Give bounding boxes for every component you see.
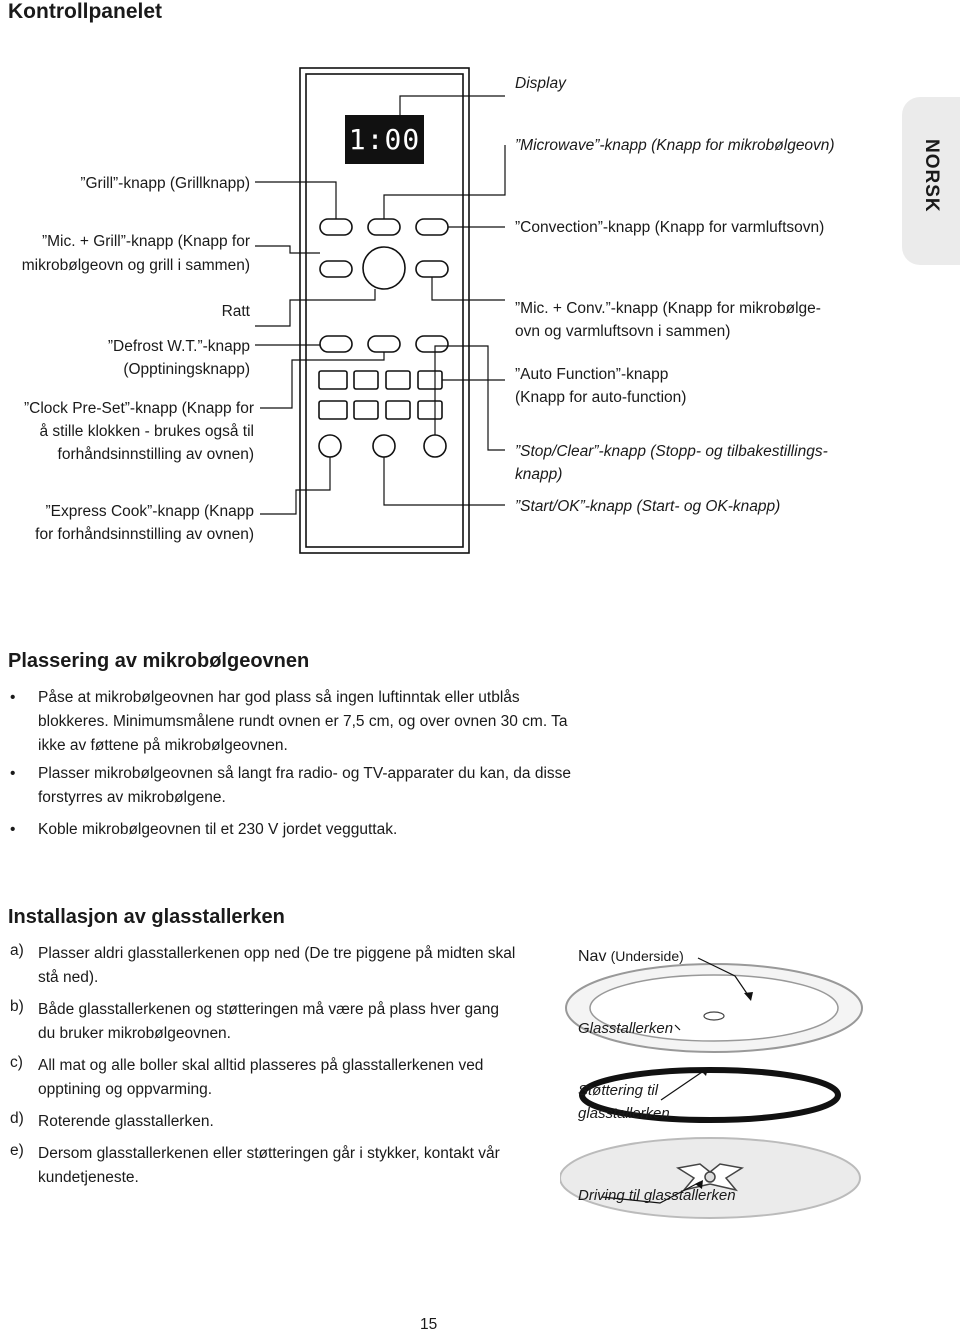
bullet-marker: • — [10, 821, 16, 838]
item-text: Både glasstallerkenen og støtteringen må være på plass hver gang du bruker mikrobølgeovnen. — [38, 1001, 499, 1042]
bullet-marker: • — [10, 689, 16, 706]
express-cook-button — [319, 435, 341, 457]
label-defrost-2: (Opptiningsknapp) — [123, 361, 250, 378]
page-heading: Kontrollpanelet — [8, 0, 163, 23]
display-value: 1:00 — [348, 123, 421, 156]
defrost-button — [320, 336, 352, 352]
item-text: Plasser aldri glasstallerkenen opp ned (De tre piggene på midten skal stå ned). — [38, 945, 516, 986]
label-ring-2: glasstallerken — [578, 1105, 670, 1122]
bullet-text: Påse at mikrobølgeovnen har god plass så ingen luftinntak eller utblås blokkeres. Minimumsmålene rundt ovnen er 7,5 cm, og over ovnen 30 cm. Ta ikke av føttene på mikrobølgeovnen. — [38, 689, 568, 754]
page-number: 15 — [420, 1316, 438, 1333]
label-nav — [578, 948, 684, 966]
label-drive: Driving til glasstallerken — [578, 1187, 736, 1204]
label-grill: ”Grill”-knapp (Grillknapp) — [80, 175, 250, 192]
item-key: e) — [10, 1142, 24, 1159]
label-glass-plate: Glasstallerken — [578, 1020, 674, 1037]
placement-title: Plassering av mikrobølgeovnen — [8, 650, 310, 672]
label-defrost-1: ”Defrost W.T.”-knapp — [107, 338, 250, 355]
bullet-text: Plasser mikrobølgeovnen så langt fra radio- og TV-apparater du kan, da disse forstyrres av mikrobølgene. — [38, 765, 572, 806]
grill-button — [320, 219, 352, 235]
list-item — [0, 762, 600, 818]
turntable-figure — [560, 940, 960, 1220]
label-mic-conv-2: ovn og varmluftsovn i sammen) — [515, 323, 731, 340]
label-mic-grill-1: ”Mic. + Grill”-knapp (Knapp for — [41, 233, 250, 250]
item-text: Roterende glasstallerken. — [38, 1113, 214, 1130]
start-ok-button — [373, 435, 395, 457]
label-display: Display — [515, 75, 566, 92]
list-item — [0, 686, 600, 762]
label-stop-2: knapp) — [515, 466, 563, 483]
label-clock-3: forhåndsinnstilling av ovnen) — [57, 446, 254, 463]
label-ratt: Ratt — [221, 303, 250, 320]
item-key: c) — [10, 1054, 23, 1071]
label-convection: ”Convection”-knapp (Knapp for varmluftsovn) — [515, 219, 825, 236]
label-express-2: for forhåndsinnstilling av ovnen) — [35, 526, 254, 543]
mic-grill-button — [320, 261, 352, 277]
microwave-button — [368, 219, 400, 235]
bullet-marker: • — [10, 765, 16, 782]
item-key: d) — [10, 1110, 24, 1127]
language-tab-label: NORSK — [921, 139, 942, 213]
mic-conv-button — [416, 261, 448, 277]
stop-clear-button — [424, 435, 446, 457]
label-mic-conv-1: ”Mic. + Conv.”-knapp (Knapp for mikrobølge- — [515, 300, 821, 317]
convection-button — [416, 219, 448, 235]
label-mic-grill-2: mikrobølgeovn og grill i sammen) — [21, 257, 250, 274]
label-nav-main: Nav — [578, 948, 607, 965]
item-text: All mat og alle boller skal alltid plasseres på glasstallerkenen ved opptining og oppvarming. — [38, 1057, 484, 1098]
install-list — [0, 942, 540, 1192]
label-ring-1: Støttering til — [578, 1082, 659, 1099]
express-row-button — [416, 336, 448, 352]
hub-shape — [704, 1012, 724, 1020]
placement-list — [0, 686, 600, 848]
label-start: ”Start/OK”-knapp (Start- og OK-knapp) — [515, 498, 781, 515]
label-microwave: ”Microwave”-knapp (Knapp for mikrobølgeovn) — [515, 137, 835, 154]
label-nav-sub: (Underside) — [610, 948, 684, 964]
item-key: a) — [10, 942, 24, 959]
install-title: Installasjon av glasstallerken — [8, 906, 285, 928]
label-clock-2: å stille klokken - brukes også til — [39, 423, 254, 440]
label-stop-1: ”Stop/Clear”-knapp (Stopp- og tilbakestillings- — [515, 443, 828, 460]
label-clock-1: ”Clock Pre-Set”-knapp (Knapp for — [23, 400, 254, 417]
bullet-text: Koble mikrobølgeovnen til et 230 V jordet vegguttak. — [38, 821, 398, 838]
label-auto-1: ”Auto Function”-knapp — [515, 366, 669, 383]
label-auto-2: (Knapp for auto-function) — [515, 389, 687, 406]
dial-knob — [363, 247, 405, 289]
label-express-1: ”Express Cook”-knapp (Knapp — [45, 503, 254, 520]
clock-preset-button — [368, 336, 400, 352]
item-key: b) — [10, 998, 24, 1015]
list-item — [0, 818, 600, 848]
item-text: Dersom glasstallerkenen eller støtteringen går i stykker, kontakt vår kundetjeneste. — [38, 1145, 500, 1186]
